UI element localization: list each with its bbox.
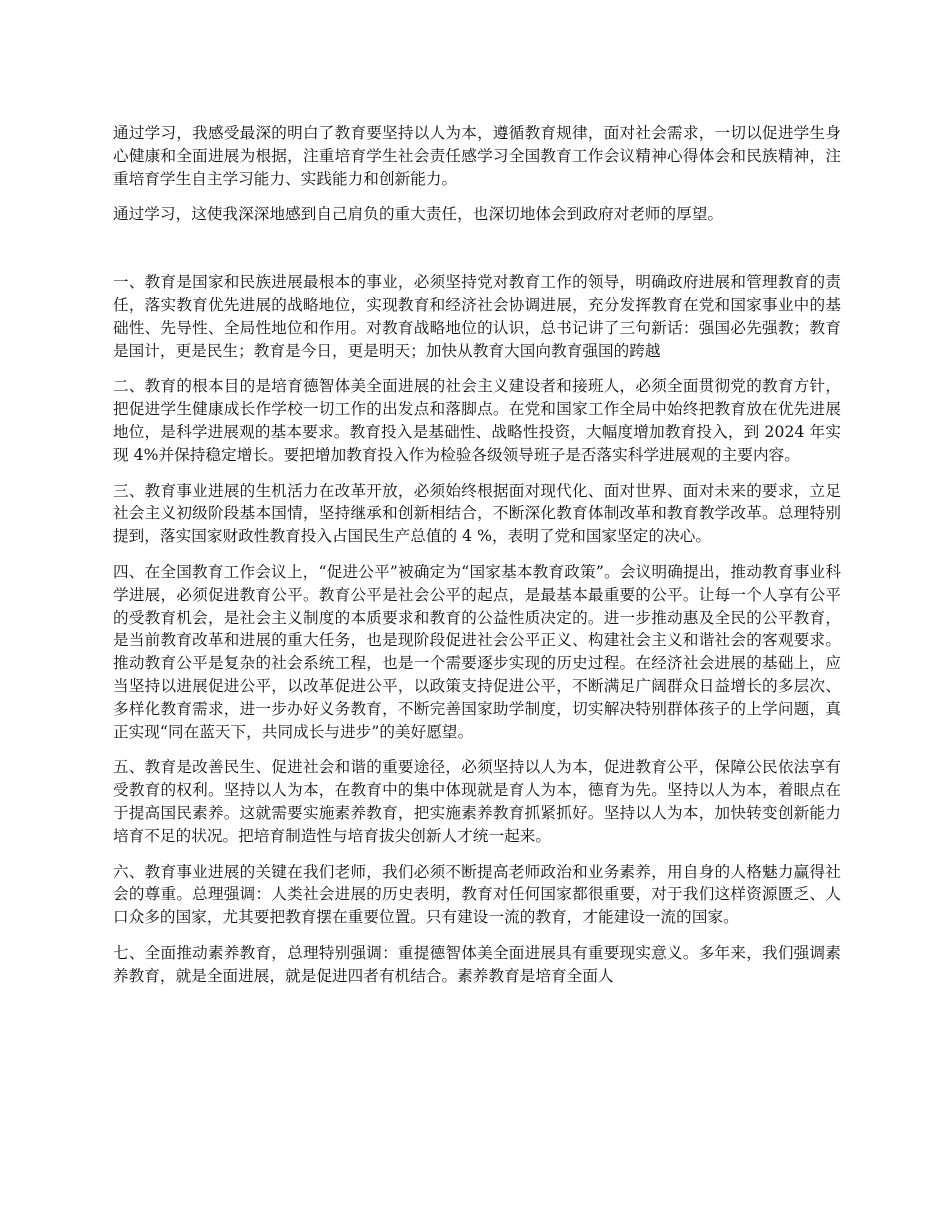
section-gap (113, 226, 841, 271)
document-body (113, 122, 841, 1001)
section-paragraph-3: 三、教育事业进展的生机活力在改革开放，必须始终根据面对现代化、面对世界、面对未来的要求，立足社会主义初级阶段基本国情，坚持继承和创新相结合，不断深化教育体制改革和教育教学改革。总理特别提到，落实国家财政性教育投入占国民生产总值的 4 %，表明了党和国家坚定的决心。 (113, 481, 841, 546)
section-paragraph-2: 二、教育的根本目的是培育德智体美全面进展的社会主义建设者和接班人，必须全面贯彻党的教育方针，把促进学生健康成长作学校一切工作的出发点和落脚点。在党和国家工作全局中始终把教育放在优先进展地位，是科学进展观的基本要求。教育投入是基础性、战略性投资，大幅度增加教育投入，到 2024 年实现 4%并保持稳定增长。要把增加教育投入作为检验各级领导班子是否落实科学进展观的主要内容。 (113, 377, 841, 464)
section-paragraph-4: 四、在全国教育工作会议上，“促进公平”被确定为“国家基本教育政策”。会议明确提出，推动教育事业科学进展，必须促进教育公平。教育公平是社会公平的起点，是最基本最重要的公平。让每一个人享有公平的受教育机会，是社会主义制度的本质要求和教育的公益性质决定的。进一步推动惠及全民的公平教育，是当前教育改革和进展的重大任务，也是现阶段促进社会公平正义、构建社会主义和谐社会的客观要求。推动教育公平是复杂的社会系统工程，也是一个需要逐步实现的历史过程。在经济社会进展的基础上，应当坚持以进展促进公平，以改革促进公平，以政策支持促进公平，不断满足广阔群众日益增长的多层次、多样化教育需求，进一步办好义务教育，不断完善国家助学制度，切实解决特别群体孩子的上学问题，真正实现“同在蓝天下，共同成长与进步”的美好愿望。 (113, 562, 841, 741)
section-paragraph-5: 五、教育是改善民生、促进社会和谐的重要途径，必须坚持以人为本，促进教育公平，保障公民依法享有受教育的权利。坚持以人为本，在教育中的集中体现就是育人为本，德育为先。坚持以人为本，着眼点在于提高国民素养。这就需要实施素养教育，把实施素养教育抓紧抓好。坚持以人为本，加快转变创新能力培育不足的状况。把培育制造性与培育拔尖创新人才统一起来。 (113, 758, 841, 845)
intro-paragraph-2: 通过学习，这使我深深地感到自己肩负的重大责任，也深切地体会到政府对老师的厚望。 (113, 205, 724, 224)
intro-paragraph-1: 通过学习，我感受最深的明白了教育要坚持以人为本，遵循教育规律，面对社会需求，一切以促进学生身心健康和全面进展为根据，注重培育学生社会责任感学习全国教育工作会议精神心得体会和民族精神，注重培育学生自主学习能力、实践能力和创新能力。 (113, 124, 841, 188)
section-paragraph-7: 七、全面推动素养教育，总理特别强调：重提德智体美全面进展具有重要现实意义。多年来，我们强调素养教育，就是全面进展，就是促进四者有机结合。素养教育是培育全面人 (113, 943, 841, 985)
section-paragraph-6: 六、教育事业进展的关键在我们老师，我们必须不断提高老师政治和业务素养，用自身的人格魅力赢得社会的尊重。总理强调：人类社会进展的历史表明，教育对任何国家都很重要，对于我们这样资源匮乏、人口众多的国家，尤其要把教育摆在重要位置。只有建设一流的教育，才能建设一流的国家。 (113, 862, 841, 927)
section-paragraph-1: 一、教育是国家和民族进展最根本的事业，必须坚持党对教育工作的领导，明确政府进展和管理教育的责任，落实教育优先进展的战略地位，实现教育和经济社会协调进展，充分发挥教育在党和国家事业中的基础性、先导性、全局性地位和作用。对教育战略地位的认识，总书记讲了三句新话：强国必先强教；教育是国计，更是民生；教育是今日，更是明天；加快从教育大国向教育强国的跨越 (113, 273, 841, 360)
